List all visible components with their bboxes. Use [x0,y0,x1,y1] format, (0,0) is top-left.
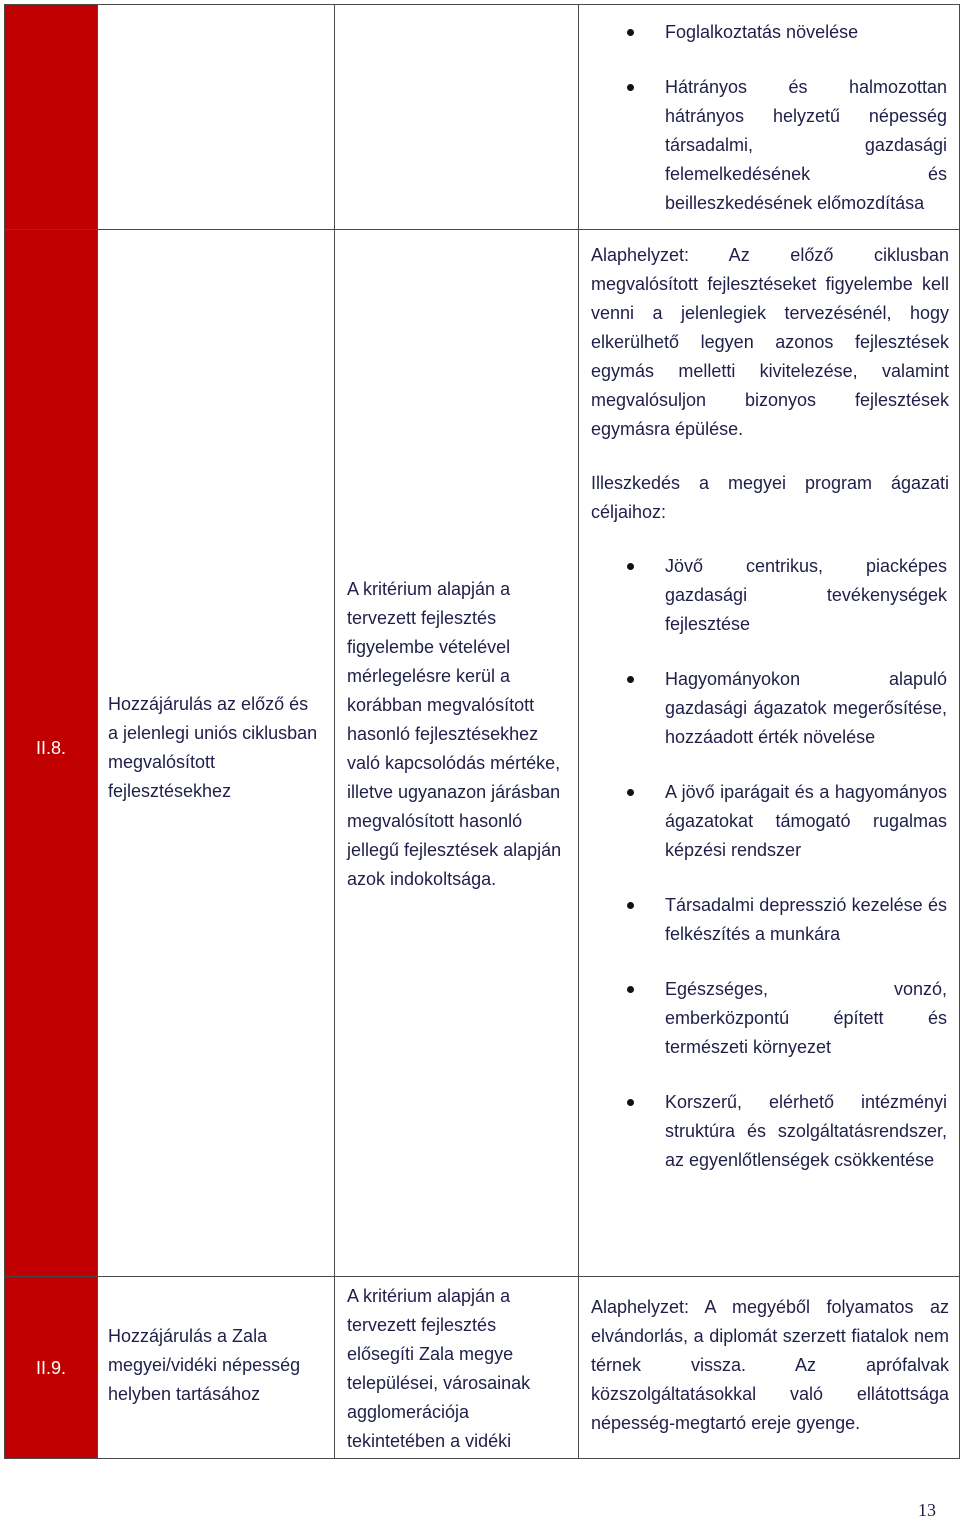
title-cell [98,230,335,1277]
number-cell [5,1277,98,1459]
page-number: 13 [918,1500,936,1520]
criterion-text: A kritérium alapján a tervezett fejlesztés elősegíti Zala megye települései, városainak agglomerációja tekintetében a vidéki [347,1286,531,1451]
table-row-continuation [5,5,960,230]
criterion-cell [335,1277,579,1459]
goal-list [579,5,959,218]
bullet-icon [627,676,634,683]
title-cell [98,5,335,230]
criterion-text: A kritérium alapján a tervezett fejlesztés figyelembe vételével mérlegelésre kerül a korábban megvalósított hasonló fejlesztésekhez való kapcsolódás mértéke, illetve ugyanazon járásban megvalósított hasonló jellegű fejlesztések alapján azok indokoltsága. [347,579,562,889]
list-item: Hátrányos és halmozottan hátrányos helyzetű népesség társadalmi, gazdasági felemelkedésének és beilleszkedésének előmozdítása [579,73,959,218]
criteria-table [4,4,960,1459]
baseline-text: Alaphelyzet: A megyéből folyamatos az elvándorlás, a diplomát szerzett fiatalok nem térnek vissza. Az aprófalvak közszolgáltatásokkal való ellátottsága népesség-megtartó ereje gyenge. [591,1297,949,1433]
table-row-ii8 [5,230,960,1277]
bullet-icon [627,902,634,909]
criterion-title: Hozzájárulás az előző és a jelenlegi uniós ciklusban megvalósított fejlesztésekhez [108,694,318,801]
number-cell [5,5,98,230]
list-item: A jövő iparágait és a hagyományos ágazatokat támogató rugalmas képzési rendszer [579,778,959,865]
list-item: Társadalmi depresszió kezelése és felkészítés a munkára [579,891,959,949]
bullet-icon [627,29,634,36]
row-number: II.9. [35,1358,66,1378]
criterion-cell [335,5,579,230]
list-item: Egészséges, vonzó, emberközpontú épített és természeti környezet [579,975,959,1062]
row-number: II.8. [35,738,66,758]
number-cell [5,230,98,1277]
criterion-title: Hozzájárulás a Zala megyei/vidéki népesség helyben tartásához [108,1326,301,1404]
table-row-ii9 [5,1277,960,1459]
goal-list [579,552,959,1175]
fit-heading: Illeszkedés a megyei program ágazati céljaihoz: [591,473,949,522]
criterion-cell [335,230,579,1277]
bullet-icon [627,84,634,91]
list-item: Hagyományokon alapuló gazdasági ágazatok megerősítése, hozzáadott érték növelése [579,665,959,752]
title-cell [98,1277,335,1459]
list-item: Foglalkoztatás növelése [579,18,959,47]
bullet-icon [627,1099,634,1106]
bullet-icon [627,563,634,570]
baseline-text: Alaphelyzet: Az előző ciklusban megvalósított fejlesztéseket figyelembe kell venni a jelenlegiek tervezésénél, hogy elkerülhető legyen azonos fejlesztések egymás melletti kivitelezése, valamint megvalósuljon bizonyos fejlesztések egymásra épülése. [591,245,949,439]
description-cell [579,230,960,1277]
bullet-icon [627,789,634,796]
bullet-icon [627,986,634,993]
list-item: Korszerű, elérhető intézményi struktúra és szolgáltatásrendszer, az egyenlőtlenségek csökkentése [579,1088,959,1175]
list-item: Jövő centrikus, piacképes gazdasági tevékenységek fejlesztése [579,552,959,639]
description-cell [579,1277,960,1459]
description-cell [579,5,960,230]
